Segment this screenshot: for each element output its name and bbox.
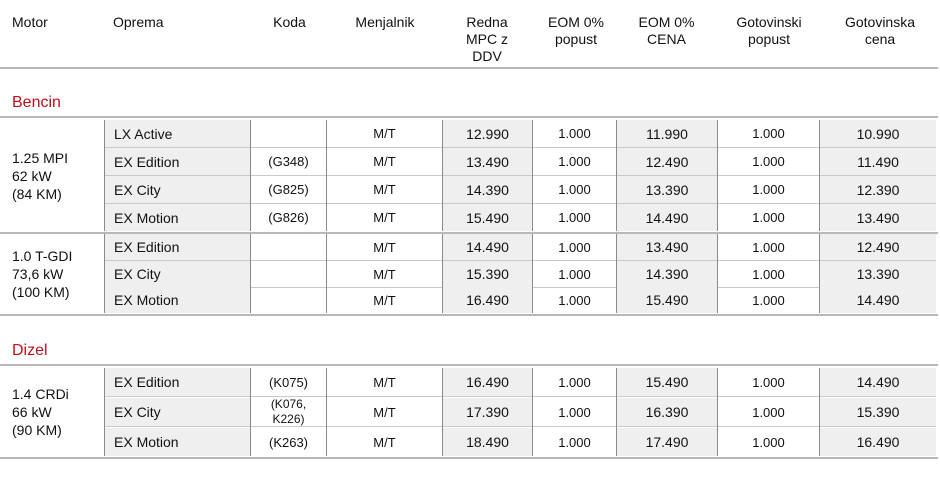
cell-eom-cena: 16.390 [617, 398, 717, 426]
cell-eom-popust: 1.000 [558, 154, 591, 169]
header-redna-mpc: Redna MPC z DDV [466, 14, 508, 64]
cell-eom-cena: 15.490 [617, 368, 717, 396]
section-title: Bencin [12, 94, 61, 111]
cell-oprema: EX City [105, 176, 250, 203]
header-gotovinska-cena: Gotovinska cena [844, 14, 916, 47]
column-divider [442, 120, 443, 231]
column-divider [819, 120, 820, 231]
column-divider [717, 368, 718, 456]
cell-redna: 16.490 [443, 368, 532, 396]
cell-koda: (K076, K226) [270, 397, 307, 426]
column-divider [616, 234, 617, 313]
cell-got-popust: 1.000 [752, 154, 785, 169]
cell-oprema: EX City [105, 398, 250, 426]
cell-menjalnik: M/T [373, 434, 396, 450]
cell-eom-popust: 1.000 [558, 374, 591, 390]
cell-got-cena: 11.490 [820, 148, 936, 175]
section-rule [0, 116, 938, 118]
column-divider [326, 120, 327, 231]
cell-got-cena: 10.990 [820, 120, 936, 147]
cell-redna: 16.490 [443, 287, 532, 313]
cell-eom-popust: 1.000 [558, 434, 591, 450]
section-title: Dizel [12, 342, 48, 359]
cell-oprema: EX Edition [105, 234, 250, 260]
cell-got-cena: 15.390 [820, 398, 936, 426]
cell-koda [251, 261, 326, 287]
column-divider [104, 234, 105, 313]
header-motor: Motor [12, 14, 48, 30]
cell-got-popust: 1.000 [752, 292, 785, 308]
column-divider [532, 120, 533, 231]
cell-redna: 13.490 [443, 148, 532, 175]
cell-eom-cena: 14.390 [617, 261, 717, 287]
cell-eom-cena: 11.990 [617, 120, 717, 147]
header-menjalnik: Menjalnik [355, 14, 415, 30]
cell-got-cena: 12.490 [820, 234, 936, 260]
column-divider [250, 368, 251, 456]
column-divider [532, 368, 533, 456]
cell-koda [251, 287, 326, 313]
column-divider [104, 368, 105, 456]
cell-redna: 12.990 [443, 120, 532, 147]
cell-koda: (G348) [268, 154, 309, 169]
cell-eom-cena: 15.490 [617, 287, 717, 313]
header-eom-cena: EOM 0% CENA [638, 14, 695, 47]
cell-got-cena: 12.390 [820, 176, 936, 203]
column-divider [819, 234, 820, 313]
cell-eom-cena: 17.490 [617, 428, 717, 456]
cell-menjalnik: M/T [373, 404, 396, 420]
motor-label: 1.4 CRDi 66 kW (90 KM) [12, 386, 69, 438]
cell-got-popust: 1.000 [752, 182, 785, 197]
column-divider [717, 120, 718, 231]
cell-menjalnik: M/T [373, 154, 396, 169]
row-separator [104, 426, 936, 427]
column-divider [250, 234, 251, 313]
column-divider [819, 368, 820, 456]
cell-got-popust: 1.000 [752, 374, 785, 390]
cell-got-cena: 14.490 [820, 368, 936, 396]
row-separator [104, 396, 936, 397]
cell-koda [251, 120, 326, 147]
column-divider [104, 120, 105, 231]
cell-oprema: EX Edition [105, 368, 250, 396]
column-divider [442, 234, 443, 313]
header-eom-popust: EOM 0% popust [547, 14, 604, 47]
cell-got-cena: 13.390 [820, 261, 936, 287]
cell-eom-cena: 13.390 [617, 176, 717, 203]
cell-eom-popust: 1.000 [558, 292, 591, 308]
cell-eom-popust: 1.000 [558, 239, 591, 255]
cell-redna: 17.390 [443, 398, 532, 426]
cell-eom-popust: 1.000 [558, 266, 591, 282]
cell-koda: (G826) [268, 210, 309, 225]
cell-got-popust: 1.000 [752, 266, 785, 282]
column-divider [326, 368, 327, 456]
cell-got-cena: 14.490 [820, 287, 936, 313]
header-oprema: Oprema [113, 14, 164, 30]
cell-menjalnik: M/T [373, 292, 396, 308]
cell-oprema: EX Motion [105, 204, 250, 231]
column-divider [616, 368, 617, 456]
header-koda: Koda [273, 14, 306, 30]
cell-oprema: EX Motion [105, 428, 250, 456]
cell-oprema: EX City [105, 261, 250, 287]
cell-eom-popust: 1.000 [558, 404, 591, 420]
cell-eom-cena: 13.490 [617, 234, 717, 260]
column-divider [616, 120, 617, 231]
column-divider [442, 368, 443, 456]
column-divider [250, 120, 251, 231]
group-rule [0, 314, 938, 316]
cell-menjalnik: M/T [373, 266, 396, 282]
cell-menjalnik: M/T [373, 210, 396, 225]
cell-got-popust: 1.000 [752, 404, 785, 420]
cell-got-popust: 1.000 [752, 210, 785, 225]
cell-eom-popust: 1.000 [558, 210, 591, 225]
cell-menjalnik: M/T [373, 239, 396, 255]
cell-oprema: LX Active [105, 120, 250, 147]
column-divider [532, 234, 533, 313]
cell-menjalnik: M/T [373, 374, 396, 390]
cell-redna: 18.490 [443, 428, 532, 456]
header-gotovinski-popust: Gotovinski popust [736, 14, 802, 47]
cell-koda: (G825) [268, 182, 309, 197]
cell-menjalnik: M/T [373, 126, 396, 141]
cell-redna: 14.490 [443, 234, 532, 260]
cell-eom-cena: 14.490 [617, 204, 717, 231]
section-rule [0, 364, 938, 366]
cell-koda: (K075) [268, 374, 309, 390]
cell-got-cena: 16.490 [820, 428, 936, 456]
cell-oprema: EX Motion [105, 287, 250, 313]
header-rule [0, 67, 938, 69]
cell-eom-popust: 1.000 [558, 126, 591, 141]
cell-oprema: EX Edition [105, 148, 250, 175]
cell-redna: 14.390 [443, 176, 532, 203]
cell-got-popust: 1.000 [752, 434, 785, 450]
cell-got-popust: 1.000 [752, 126, 785, 141]
cell-got-cena: 13.490 [820, 204, 936, 231]
cell-redna: 15.390 [443, 261, 532, 287]
column-divider [717, 234, 718, 313]
cell-eom-cena: 12.490 [617, 148, 717, 175]
motor-label: 1.25 MPI 62 kW (84 KM) [12, 149, 69, 202]
motor-label: 1.0 T-GDI 73,6 kW (100 KM) [12, 247, 73, 300]
group-rule [0, 457, 938, 459]
cell-redna: 15.490 [443, 204, 532, 231]
cell-got-popust: 1.000 [752, 239, 785, 255]
cell-menjalnik: M/T [373, 182, 396, 197]
cell-koda: (K263) [268, 434, 309, 450]
cell-koda [251, 234, 326, 260]
column-divider [326, 234, 327, 313]
cell-eom-popust: 1.000 [558, 182, 591, 197]
